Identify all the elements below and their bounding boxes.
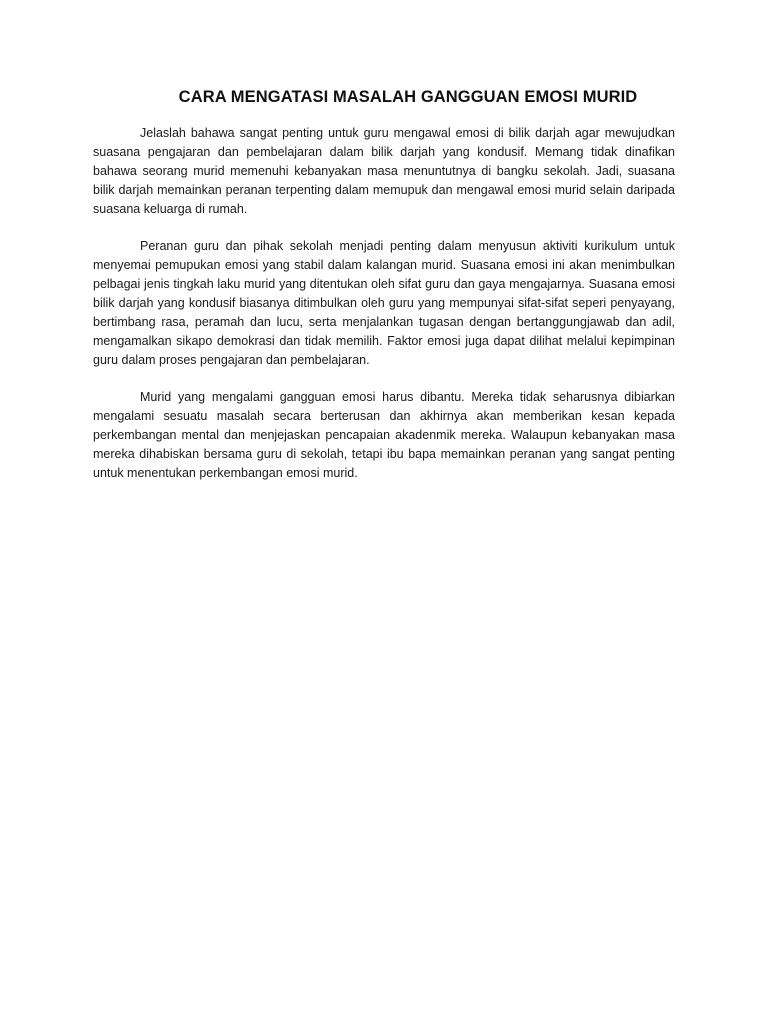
- document-title: CARA MENGATASI MASALAH GANGGUAN EMOSI MURID: [178, 88, 638, 106]
- document-body: [93, 124, 675, 501]
- paragraph-1: Jelaslah bahawa sangat penting untuk guru mengawal emosi di bilik darjah agar mewujudkan suasana pengajaran dan pembelajaran dalam bilik darjah yang kondusif. Memang tidak dinafikan bahawa seorang murid memenuhi kebanyakan masa menuntutnya di bangku sekolah. Jadi, suasana bilik darjah memainkan peranan terpenting dalam memupuk dan mengawal emosi murid selain daripada suasana keluarga di rumah.: [93, 126, 675, 216]
- paragraph-2: Peranan guru dan pihak sekolah menjadi penting dalam menyusun aktiviti kurikulum untuk menyemai pemupukan emosi yang stabil dalam kalangan murid. Suasana emosi ini akan menimbulkan pelbagai jenis tingkah laku murid yang ditentukan oleh sifat guru dan gaya mengajarnya. Suasana emosi bilik darjah yang kondusif biasanya ditimbulkan oleh guru yang mempunyai sifat-sifat seperi penyayang, bertimbang rasa, peramah dan lucu, serta menjalankan tugasan dengan bertanggungjawab dan adil, mengamalkan sikapo demokrasi dan tidak memilih. Faktor emosi juga dapat dilihat melalui kepimpinan guru dalam proses pengajaran dan pembelajaran.: [93, 239, 675, 367]
- paragraph-3: Murid yang mengalami gangguan emosi harus dibantu. Mereka tidak seharusnya dibiarkan mengalami sesuatu masalah secara berterusan dan akhirnya akan memberikan kesan kepada perkembangan mental dan menjejaskan pencapaian akadenmik mereka. Walaupun kebanyakan masa mereka dihabiskan bersama guru di sekolah, tetapi ibu bapa memainkan peranan yang sangat penting untuk menentukan perkembangan emosi murid.: [93, 390, 675, 480]
